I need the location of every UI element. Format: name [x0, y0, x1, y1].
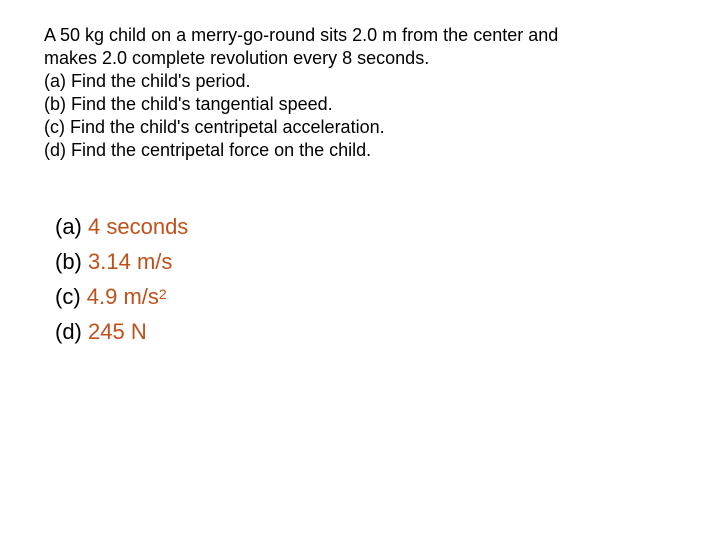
answer-b: [55, 244, 188, 279]
answer-c: [55, 279, 188, 314]
question-line-2: makes 2.0 complete revolution every 8 seconds.: [44, 48, 430, 68]
answer-list: [55, 209, 188, 349]
answer-d: [55, 314, 188, 349]
question-part-d: (d) Find the centripetal force on the child.: [44, 140, 372, 160]
answer-label: (b): [55, 249, 82, 274]
answer-label: (c): [55, 284, 81, 309]
answer-value-text: 4.9 m/s: [86, 284, 159, 309]
question-line-1: A 50 kg child on a merry-go-round sits 2.0 m from the center and: [44, 25, 559, 45]
question-part-a: (a) Find the child's period.: [44, 71, 251, 91]
answer-value: 245 N: [88, 319, 147, 344]
question-part-b: (b) Find the child's tangential speed.: [44, 94, 333, 114]
answer-label: (a): [55, 214, 82, 239]
answer-value: 4 seconds: [88, 214, 189, 239]
question-text: [44, 24, 704, 162]
answer-value: 3.14 m/s: [88, 249, 173, 274]
question-part-c: (c) Find the child's centripetal acceleration.: [44, 117, 385, 137]
answer-exponent: 2: [158, 286, 167, 302]
answer-value: [87, 284, 167, 309]
answer-a: [55, 209, 188, 244]
answer-label: (d): [55, 319, 82, 344]
